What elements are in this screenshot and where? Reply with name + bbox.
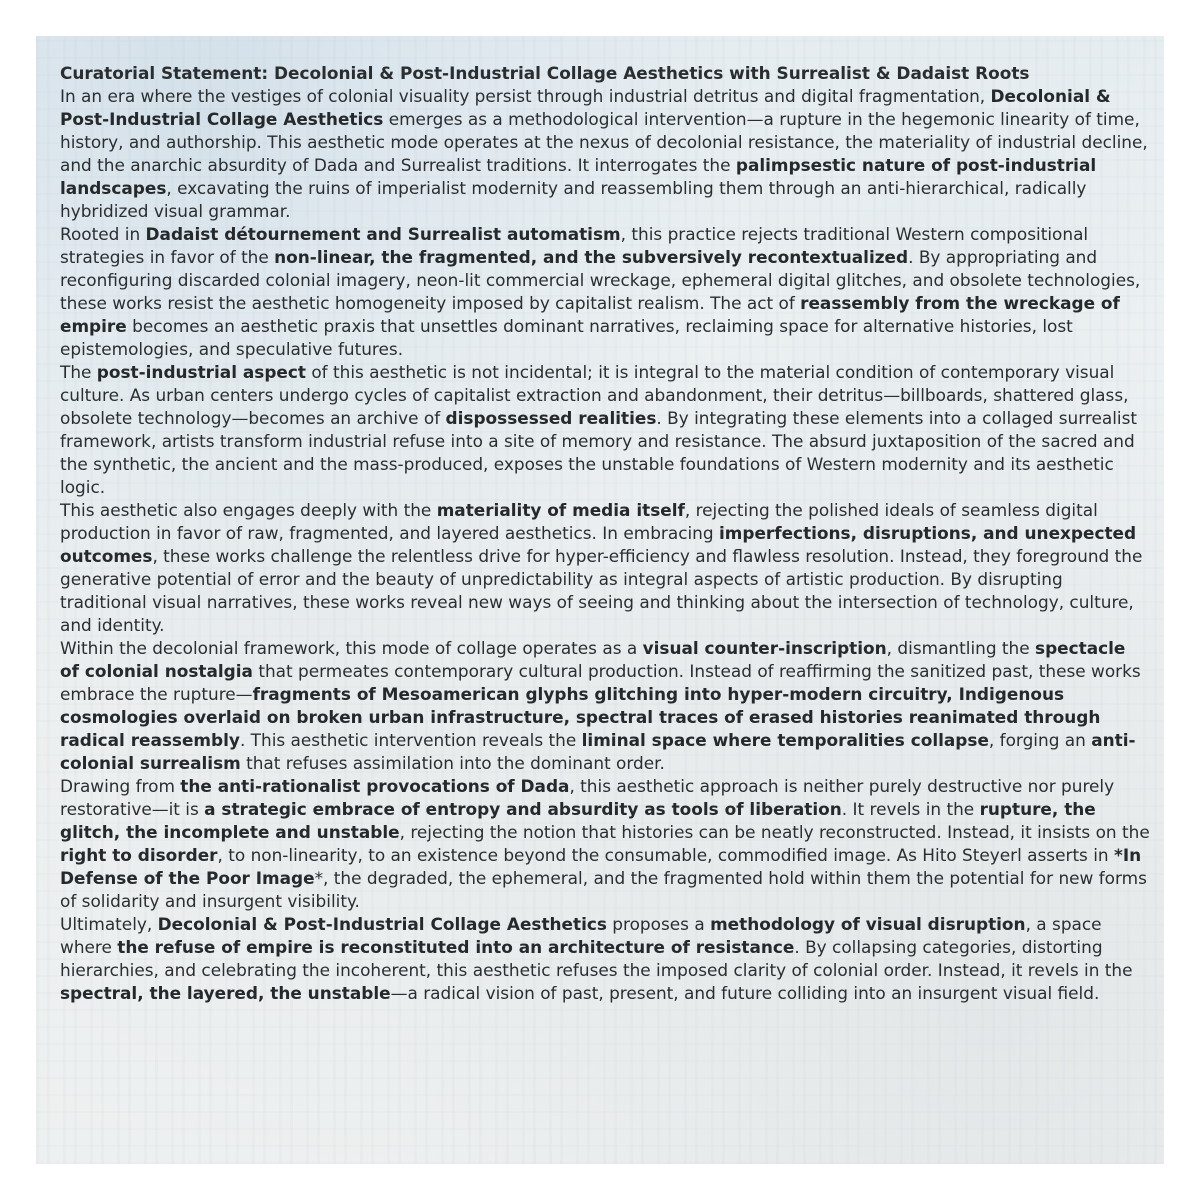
emphasis-phrase: visual counter-inscription <box>642 638 887 658</box>
emphasis-phrase: methodology of visual disruption <box>710 914 1026 934</box>
body-text: . By appropriating and reconfiguring discarded colonial imagery, neon-lit commercial wreckage, ephemeral digital glitches, and obsolete technologies, these works resist the aesthetic homogeneity imposed by capitalist realism. The act of <box>60 247 1141 313</box>
body-text: *, the degraded, the ephemeral, and the fragmented hold within them the potential for new forms of solidarity and insurgent visibility. <box>60 868 1147 911</box>
emphasis-phrase: anti-colonial surrealism <box>60 730 1136 773</box>
statement-paragraph <box>60 775 1150 913</box>
emphasis-phrase: fragments of Mesoamerican glyphs glitching into hyper-modern circuitry, Indigenous cosmologies overlaid on broken urban infrastructure, spectral traces of erased histories reanimated through radical reassembly <box>60 684 1101 750</box>
emphasis-phrase: imperfections, disruptions, and unexpected outcomes <box>60 523 1137 566</box>
body-text: , this aesthetic approach is neither purely destructive nor purely restorative—it is <box>60 776 1115 819</box>
body-text: , this practice rejects traditional Western compositional strategies in favor of the <box>60 224 1089 267</box>
body-text: Rooted in <box>60 224 146 244</box>
body-text: . It revels in the <box>841 799 980 819</box>
emphasis-phrase: non-linear, the fragmented, and the subversively recontextualized <box>274 247 909 267</box>
emphasis-phrase: materiality of media itself <box>436 500 685 520</box>
body-text: , dismantling the <box>886 638 1036 658</box>
emphasis-phrase: Decolonial & Post-Industrial Collage Aesthetics <box>157 914 607 934</box>
body-text: emerges as a methodological intervention—a rupture in the hegemonic linearity of time, history, and authorship. This aesthetic mode operates at the nexus of decolonial resistance, the materiality of industrial decline, and the anarchic absurdity of Dada and Surrealist traditions. It interrogates the <box>60 109 1148 175</box>
emphasis-phrase: *In Defense of the Poor Image <box>60 845 1142 888</box>
body-text: This aesthetic also engages deeply with the <box>60 500 437 520</box>
body-text: , forging an <box>988 730 1092 750</box>
body-text: Drawing from <box>60 776 181 796</box>
emphasis-phrase: rupture, the glitch, the incomplete and unstable <box>60 799 1096 842</box>
body-text: The <box>60 362 97 382</box>
statement-body <box>60 85 1150 1005</box>
body-text: , rejecting the polished ideals of seamless digital production in favor of raw, fragmented, and layered aesthetics. In embracing <box>60 500 1098 543</box>
statement-paragraph <box>60 499 1150 637</box>
body-text: Within the decolonial framework, this mode of collage operates as a <box>60 638 643 658</box>
statement-paragraph <box>60 361 1150 499</box>
emphasis-phrase: a strategic embrace of entropy and absurdity as tools of liberation <box>204 799 842 819</box>
collage-background-panel <box>36 36 1164 1164</box>
body-text: , excavating the ruins of imperialist modernity and reassembling them through an anti-hierarchical, radically hybridized visual grammar. <box>60 178 1087 221</box>
emphasis-phrase: palimpsestic nature of post-industrial landscapes <box>60 155 1097 198</box>
body-text: , rejecting the notion that histories can be neatly reconstructed. Instead, it insists on the <box>399 822 1150 842</box>
statement-title: Curatorial Statement: Decolonial & Post-Industrial Collage Aesthetics with Surrealist & Dadaist Roots <box>60 63 1030 83</box>
emphasis-phrase: Dadaist détournement and Surrealist automatism <box>145 224 621 244</box>
body-text: that refuses assimilation into the dominant order. <box>240 753 665 773</box>
body-text: —a radical vision of past, present, and future colliding into an insurgent visual field. <box>390 983 1100 1003</box>
emphasis-phrase: the anti-rationalist provocations of Dada <box>180 776 570 796</box>
emphasis-phrase: spectral, the layered, the unstable <box>60 983 391 1003</box>
emphasis-phrase: dispossessed realities <box>445 408 657 428</box>
statement-paragraph <box>60 637 1150 775</box>
body-text: proposes a <box>606 914 711 934</box>
body-text: . This aesthetic intervention reveals the <box>239 730 582 750</box>
emphasis-phrase: spectacle of colonial nostalgia <box>60 638 1126 681</box>
body-text: , these works challenge the relentless drive for hyper-efficiency and flawless resolution. Instead, they foreground the generative potential of error and the beauty of unpredictability as integral aspects of artistic production. By disrupting traditional visual narratives, these works reveal new ways of seeing and thinking about the intersection of technology, culture, and identity. <box>60 546 1143 635</box>
emphasis-phrase: post-industrial aspect <box>96 362 306 382</box>
emphasis-phrase: Decolonial & Post-Industrial Collage Aesthetics <box>60 86 1111 129</box>
emphasis-phrase: liminal space where temporalities collapse <box>581 730 989 750</box>
body-text: becomes an aesthetic praxis that unsettles dominant narratives, reclaiming space for alternative histories, lost epistemologies, and speculative futures. <box>60 316 1073 359</box>
emphasis-phrase: reassembly from the wreckage of empire <box>60 293 1120 336</box>
emphasis-phrase: the refuse of empire is reconstituted into an architecture of resistance <box>117 937 795 957</box>
body-text: . By collapsing categories, distorting hierarchies, and celebrating the incoherent, this aesthetic refuses the imposed clarity of colonial order. Instead, it revels in the <box>60 937 1133 980</box>
statement-paragraph <box>60 913 1150 1005</box>
body-text: Ultimately, <box>60 914 158 934</box>
body-text: that permeates contemporary cultural production. Instead of reaffirming the sanitized past, these works embrace the rupture— <box>60 661 1141 704</box>
body-text: . By integrating these elements into a collaged surrealist framework, artists transform industrial refuse into a site of memory and resistance. The absurd juxtaposition of the sacred and the synthetic, the ancient and the mass-produced, exposes the unstable foundations of Western modernity and its aesthetic logic. <box>60 408 1138 497</box>
body-text: In an era where the vestiges of colonial visuality persist through industrial detritus and digital fragmentation, <box>60 86 991 106</box>
statement-paragraph <box>60 223 1150 361</box>
emphasis-phrase: right to disorder <box>60 845 218 865</box>
curatorial-statement <box>60 62 1150 1005</box>
body-text: of this aesthetic is not incidental; it is integral to the material condition of contemporary visual culture. As urban centers undergo cycles of capitalist extraction and abandonment, their detritus—billboards, shattered glass, obsolete technology—becomes an archive of <box>60 362 1129 428</box>
body-text: , to non-linearity, to an existence beyond the consumable, commodified image. As Hito Steyerl asserts in <box>217 845 1114 865</box>
body-text: , a space where <box>60 914 1102 957</box>
statement-paragraph <box>60 85 1150 223</box>
